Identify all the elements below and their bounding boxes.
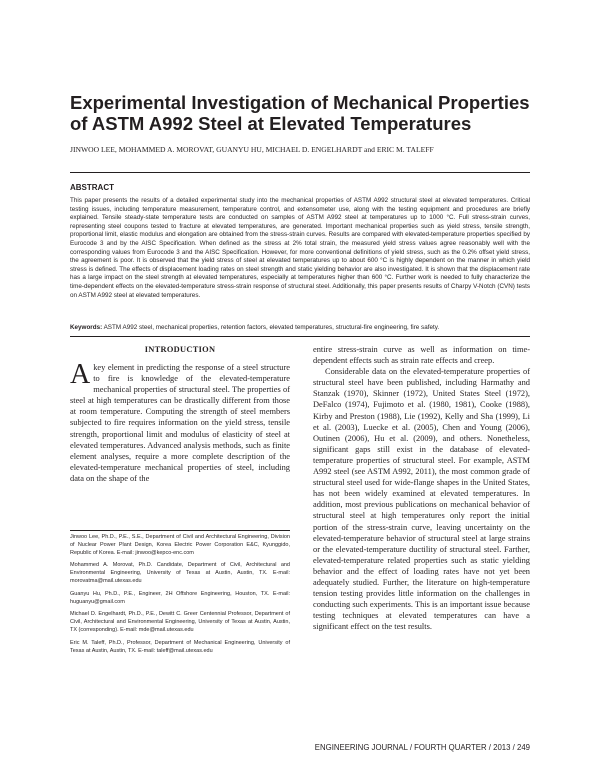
drop-cap: A [70, 359, 91, 390]
abstract-heading: ABSTRACT [70, 183, 114, 192]
intro-paragraph-text: key element in predicting the response of a steel structure to fire is knowledge of the elevated-temperature mechanical properties of structural steel. The properties of steel at high temperatures can be drastically different from those at room temperature. Computing the strength of steel members subjected to fire requires information on the yield stress, tensile strength, proportional limit and modulus of elasticity of steel at elevated temperatures. Advanced analysis methods, such as finite element analyses, require a more complete description of the elevated-temperature mechanical properties of steel, including data on the shape of the [70, 363, 290, 483]
left-column [70, 344, 290, 484]
abstract-bottom-rule [70, 336, 530, 337]
keywords [70, 324, 530, 333]
author-affiliations [70, 534, 290, 660]
introduction-heading: INTRODUCTION [144, 345, 216, 354]
affiliation-item: Jinwoo Lee, Ph.D., P.E., S.E., Department of Civil and Architectural Engineering, Division of Nuclear Power Plant Design, Korea Electric Power Corporation E&C, Kyunggido, Republic of Korea. E-mail: jinwoo@kepco-enc.com [70, 534, 290, 556]
affiliation-item: Mohammed A. Morovat, Ph.D. Candidate, Department of Civil, Architectural and Environmental Engineering, University of Texas at Austin, Austin, TX. E-mail: morovatma@mail.utexas.edu [70, 562, 290, 584]
intro-paragraph [70, 359, 290, 484]
keywords-text: ASTM A992 steel, mechanical properties, retention factors, elevated temperatures, structural-fire engineering, fire safety. [103, 324, 440, 331]
footnote-rule [70, 530, 290, 531]
affiliation-item: Michael D. Engelhardt, Ph.D., P.E., Dewitt C. Greer Centennial Professor, Department of Civil, Architectural and Environmental Engineering, University of Texas at Austin, Austin, TX (corresponding). E-mail: mde@mail.utexas.edu [70, 611, 290, 633]
affiliation-item: Eric M. Taleff, Ph.D., Professor, Department of Mechanical Engineering, University of Texas at Austin, Austin, TX. E-mail: taleff@mail.utexas.edu [70, 639, 290, 654]
paper-title: Experimental Investigation of Mechanical Properties of ASTM A992 Steel at Elevated Temperatures [70, 92, 530, 134]
journal-footer: ENGINEERING JOURNAL / FOURTH QUARTER / 2013 / 249 [314, 743, 530, 752]
abstract-top-rule [70, 172, 530, 173]
right-column [313, 344, 530, 632]
abstract-text: This paper presents the results of a detailed experimental study into the mechanical properties of ASTM A992 structural steel at elevated temperatures. Critical testing issues, including temperature measurement, temperature control, and extensometer use, along with the testing equipment and procedures are briefly explained. Tensile steady-state temperature tests are conducted on samples of ASTM A992 steel at temperatures up to 1000 °C. Full stress-strain curves, representing steel coupons tested to fracture at elevated temperatures, are generated. Important mechanical properties such as yield stress, tensile strength, proportional limit, elastic modulus and elongation are obtained from the stress-strain curves. Results are compared with elevated-temperature properties specified by Eurocode 3 and by the AISC Specification. When defined as the stress at 2% total strain, the measured yield stress values agree reasonably well with the corresponding values from Eurocode 3 and the AISC Specification. However, for more conventional definitions of yield stress, such as the 0.2% offset yield stress, the agreement is poor. It is observed that the yield stress of steel at elevated temperatures up to about 600 °C is highly dependent on the manner in which yield stress is defined. The effects of displacement loading rates on steel strength and static yielding behavior are also investigated. It is shown that the displacement rate has a large impact on the steel strength at elevated temperatures, especially at temperatures higher than 600 °C. Further work is needed to fully characterize the time-dependent effects on the elevated-temperature stress-strain response of structural steel. Additionally, this paper presents results of Charpy V-Notch (CVN) tests on ASTM A992 steel at elevated temperatures. [70, 197, 530, 299]
right-paragraph-1: entire stress-strain curve as well as information on time-dependent effects such as strain rate effects and creep. [313, 345, 530, 366]
right-paragraph-2: Considerable data on the elevated-temperature properties of structural steel have been published, including Harmathy and Stanzak (1970), Skinner (1972), United States Steel (1972), DeFalco (1974), Fujimoto et al. (1980, 1981), Cooke (1988), Kirby and Preston (1988), Lie (1992), Kelly and Sha (1999), Li et al. (2003), Luecke et al. (2005), Chen and Young (2006), Outinen (2006), Hu et al. (2009), and others. Nonetheless, significant gaps still exist in the database of elevated-temperature properties of structural steel. For example, ASTM A992 steel (see ASTM A992, 2011), the most common grade of structural steel used for wide-flange shapes in the United States, has not been widely examined at elevated temperatures. In addition, most previous publications on mechanical behavior of structural steel at high temperatures only report the initial portion of the stress-strain curve, leaving uncertainty on the elevated-temperature behavior of structural steel at large strains or the elevated-temperature ductility of structural steel. Farther, elevated-temperature related properties such as static yielding behavior and the effect of loading rates have not yet been adequately studied. Further, the literature on high-temperature tension testing provides little information on the challenges in conducting such experiments. This is an important issue because testing techniques at elevated temperatures can have a significant effect on the test results. [313, 367, 530, 632]
affiliation-item: Guanyu Hu, Ph.D., P.E., Engineer, 2H Offshore Engineering, Houston, TX. E-mail: huguanyu@gmail.com [70, 590, 290, 605]
keywords-label: Keywords: [70, 324, 103, 331]
author-list: JINWOO LEE, MOHAMMED A. MOROVAT, GUANYU HU, MICHAEL D. ENGELHARDT and ERIC M. TALEFF [70, 145, 434, 154]
